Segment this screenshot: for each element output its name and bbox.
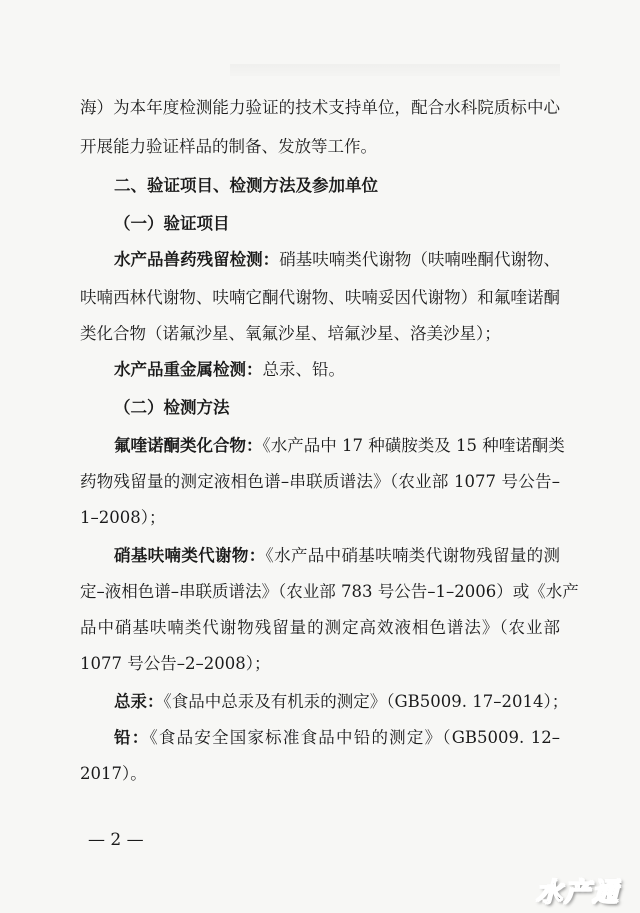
line-text: 《水产品中 17 种磺胺类及 15 种喹诺酮类 <box>262 436 565 455</box>
paragraph-line: 品中硝基呋喃类代谢物残留量的测定高效液相色谱法》（农业部 <box>80 618 560 637</box>
scan-shadow <box>230 64 560 76</box>
paragraph-line: 海）为本年度检测能力验证的技术支持单位，配合水科院质标中心 <box>80 98 560 117</box>
paragraph-line: 定–液相色谱–串联质谱法》（农业部 783 号公告–1–2006）或《水产 <box>80 582 579 601</box>
subsection-heading: （一）验证项目 <box>114 214 230 233</box>
paragraph-line: 呋喃西林代谢物、呋喃它酮代谢物、呋喃妥因代谢物）和氟喹诺酮 <box>80 288 560 307</box>
paragraph-line: 1–2008）； <box>80 508 166 527</box>
label-fluoroquinolone: 氟喹诺酮类化合物： <box>114 436 263 455</box>
paragraph-line: 2017）。 <box>80 764 147 783</box>
paragraph-line <box>114 546 560 566</box>
label-mercury: 总汞： <box>114 692 164 711</box>
subsection-heading: （二）检测方法 <box>114 398 230 417</box>
section-heading: 二、验证项目、检测方法及参加单位 <box>114 176 378 195</box>
paragraph-line: 开展能力验证样品的制备、发放等工作。 <box>80 137 377 156</box>
paragraph-line <box>114 692 569 712</box>
paragraph-line <box>114 250 560 270</box>
line-text: 总汞、铅。 <box>262 360 345 379</box>
label-vet-drug: 水产品兽药残留检测： <box>114 250 280 269</box>
line-text: 《食品安全国家标准食品中铅的测定》（GB5009. 12– <box>149 728 560 747</box>
label-nitrofuran: 硝基呋喃类代谢物： <box>114 546 266 565</box>
label-lead: 铅： <box>114 728 150 747</box>
watermark-logo: 水产通 <box>536 878 621 908</box>
paragraph-line <box>114 360 560 380</box>
paragraph-line: 类化合物（诺氟沙星、氧氟沙星、培氟沙星、洛美沙星）； <box>80 324 501 343</box>
paragraph-line <box>114 436 565 456</box>
label-heavy-metal: 水产品重金属检测： <box>114 360 263 379</box>
paragraph-line <box>114 728 560 748</box>
page-number: — 2 — <box>88 830 144 850</box>
line-text: 硝基呋喃类代谢物（呋喃唑酮代谢物、 <box>279 250 561 269</box>
line-text: 《食品中总汞及有机汞的测定》（GB5009. 17–2014）； <box>163 692 569 711</box>
paragraph-line: 药物残留量的测定液相色谱–串联质谱法》（农业部 1077 号公告– <box>80 472 560 491</box>
line-text: 《水产品中硝基呋喃类代谢物残留量的测 <box>265 546 561 565</box>
paragraph-line: 1077 号公告–2–2008）； <box>80 654 271 673</box>
